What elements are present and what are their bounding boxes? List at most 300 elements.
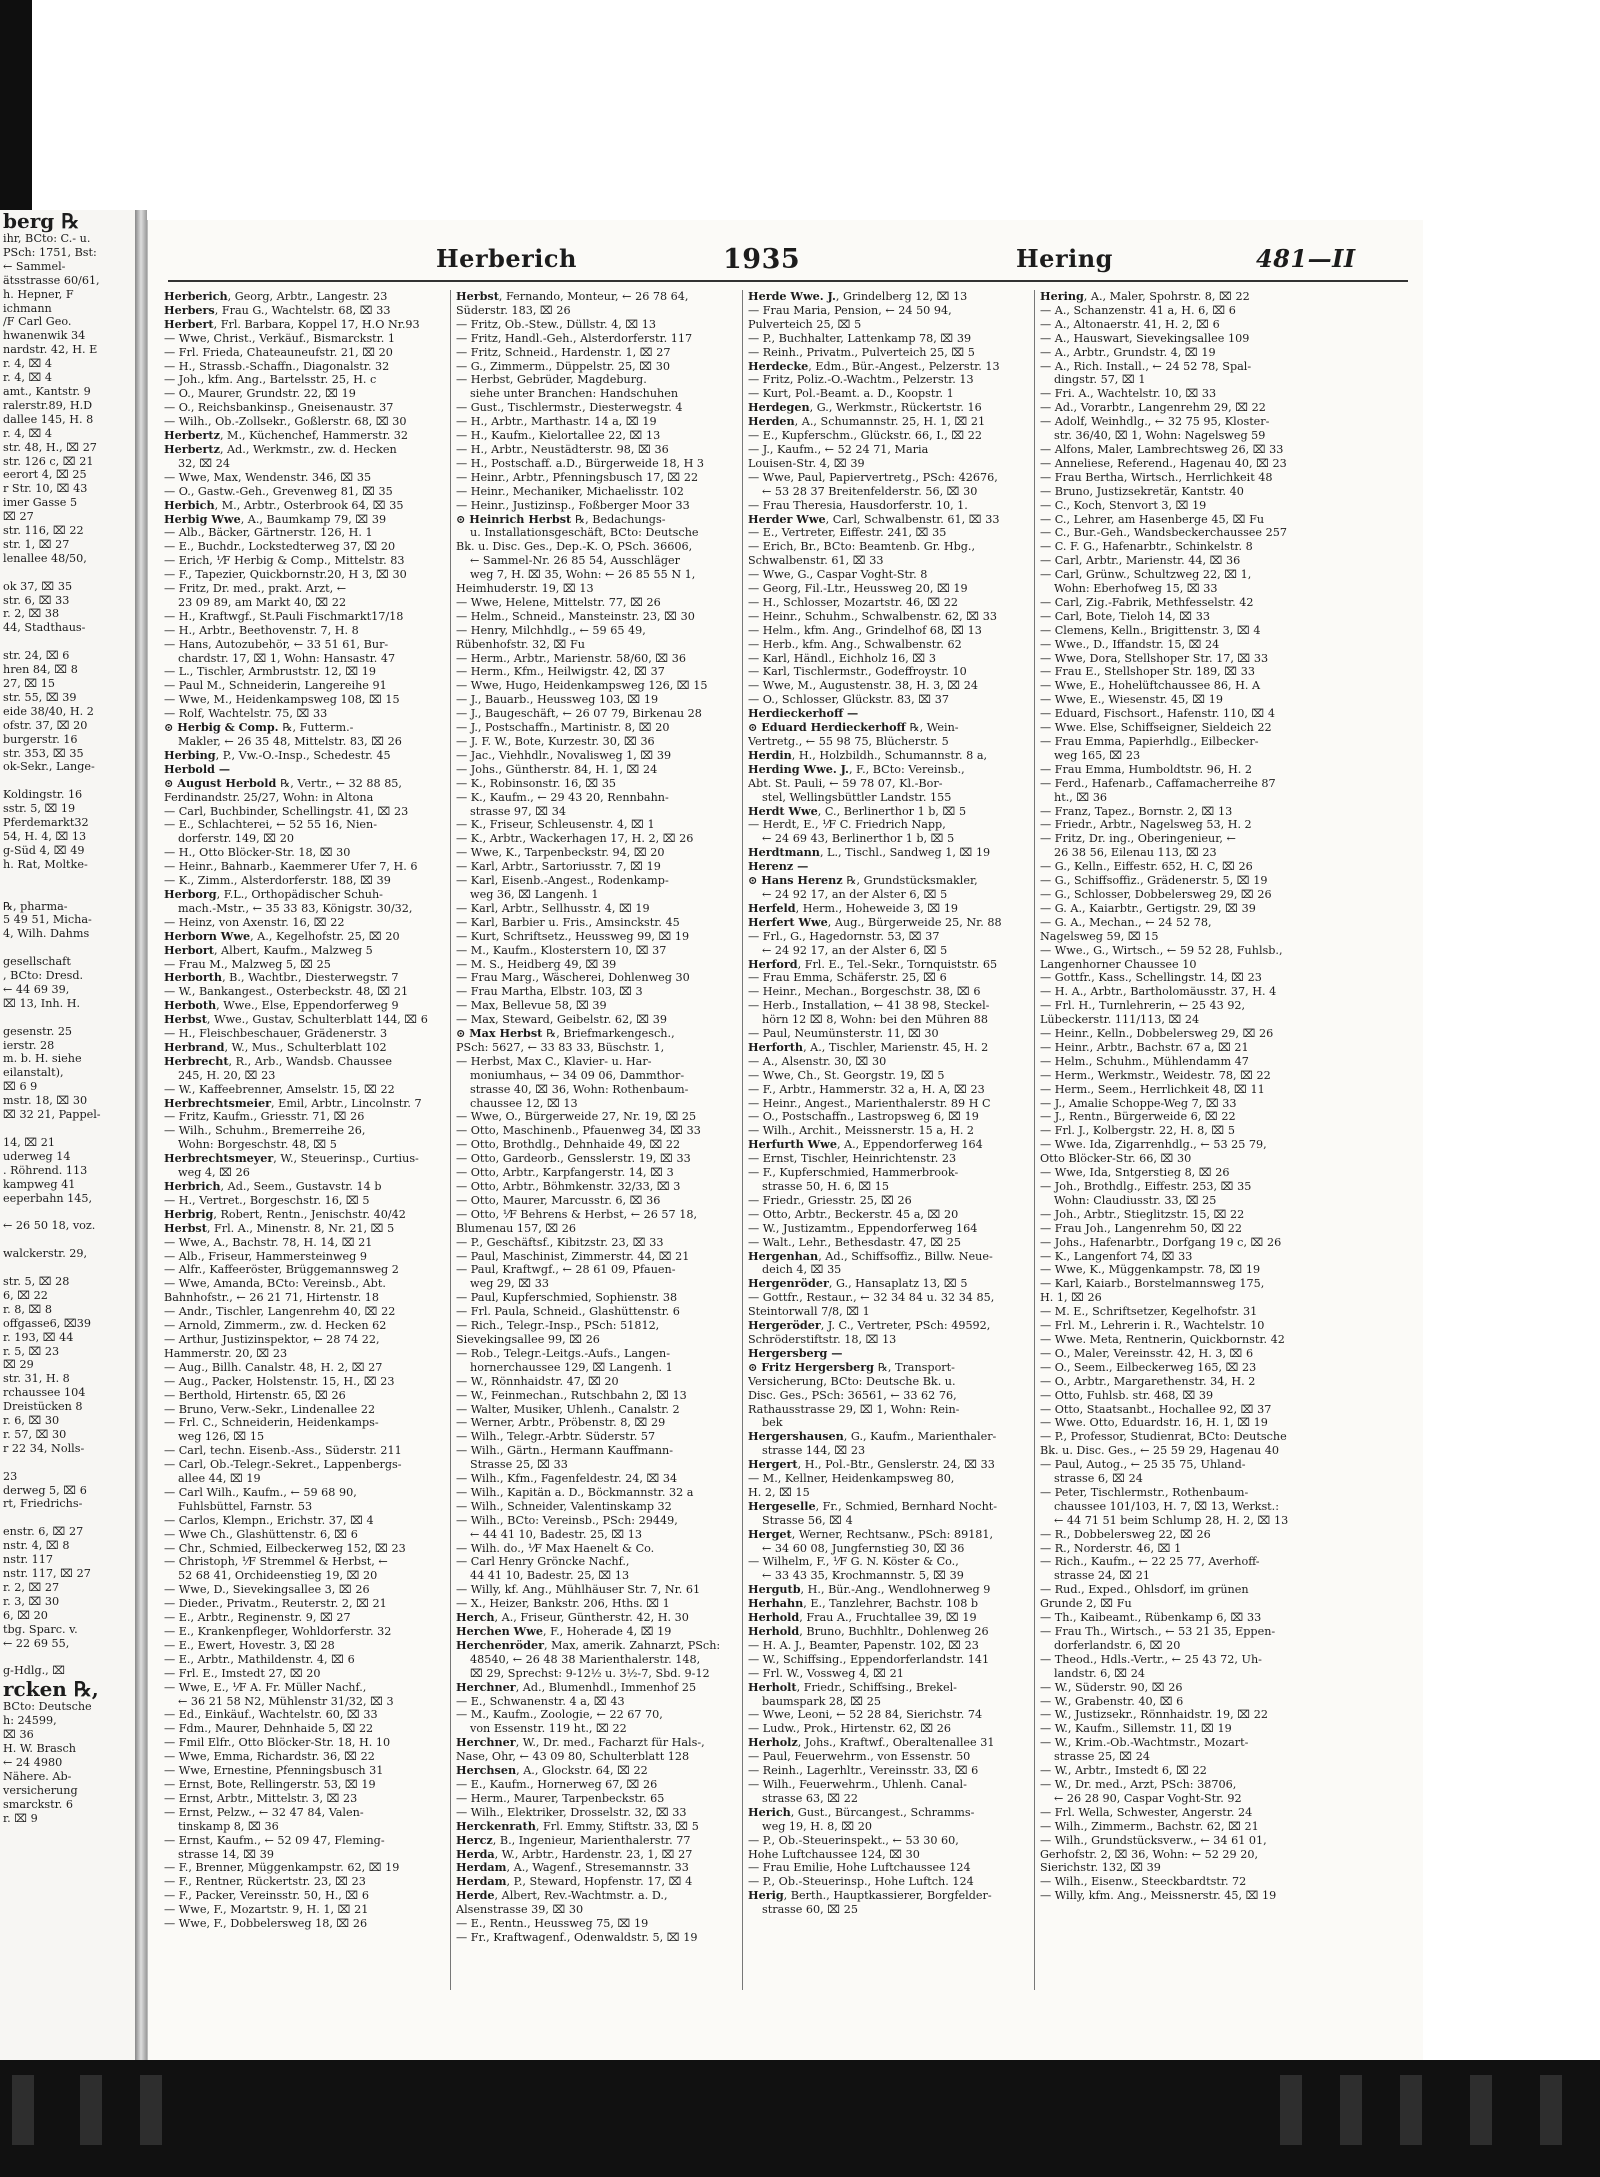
directory-entry-line: Hergeselle, Fr., Schmied, Bernhard Nocht-	[748, 1499, 998, 1513]
left-page-line-fragment: r Str. 10, ⌧ 43	[3, 482, 88, 496]
directory-entry-line: — Paul, Kupferschmied, Sophienstr. 38	[456, 1291, 678, 1305]
directory-entry-line: — W., Grabenstr. 40, ⌧ 6	[1040, 1694, 1184, 1708]
directory-entry-line: — K., Langenfort 74, ⌧ 33	[1040, 1249, 1193, 1263]
directory-entry-line: Otto Blöcker-Str. 66, ⌧ 30	[1040, 1152, 1192, 1166]
directory-entry-line: — E., Schlachterei, ← 52 55 16, Nien-	[164, 818, 378, 832]
directory-entry-line: — Wwe, O., Bürgerweide 27, Nr. 19, ⌧ 25	[456, 1110, 697, 1124]
directory-entry-line: — W., Bankangest., Osterbeckstr. 48, ⌧ 21	[164, 985, 409, 999]
directory-entry-line: Herich, Gust., Bürcangest., Schramms-	[748, 1805, 975, 1819]
directory-entry-line: — F., Kupferschmied, Hammerbrook-	[748, 1166, 959, 1180]
directory-entry-line: — Wilh. do., ⅟F Max Haenelt & Co.	[456, 1541, 655, 1555]
directory-entry-line: Herbst, Wwe., Gustav, Schulterblatt 144, ⌧ 6	[164, 1013, 428, 1027]
directory-entry-line: — J., Bauarb., Heussweg 103, ⌧ 19	[456, 693, 659, 707]
directory-entry-line: Herholt, Friedr., Schiffsing., Brekel-	[748, 1680, 957, 1694]
directory-entry-line: — H., Vertret., Borgeschstr. 16, ⌧ 5	[164, 1193, 370, 1207]
directory-entry-line: — O., Arbtr., Margarethenstr. 34, H. 2	[1040, 1374, 1256, 1388]
directory-entry-line: strasse 40, ⌧ 36, Wohn: Rothenbaum-	[470, 1082, 689, 1096]
directory-entry-line: — Heinz, von Axenstr. 16, ⌧ 22	[164, 915, 345, 929]
directory-entry-line: strasse 25, ⌧ 24	[1054, 1750, 1150, 1764]
directory-entry-line: dingstr. 57, ⌧ 1	[1054, 373, 1146, 387]
directory-entry-line: Abt. St. Pauli, ← 59 78 07, Kl.-Bor-	[748, 776, 943, 790]
directory-entry-line: — Fritz, Poliz.-O.-Wachtm., Pelzerstr. 13	[748, 373, 974, 387]
directory-entry-line: — Wilh., Kfm., Fagenfeldestr. 24, ⌧ 34	[456, 1472, 678, 1486]
directory-entry-line: siehe unter Branchen: Handschuhen	[470, 387, 679, 401]
directory-entry-line: ← 44 41 10, Badestr. 25, ⌧ 13	[470, 1527, 643, 1541]
directory-entry-line: — Carl, Ob.-Telegr.-Sekret., Lappenbergs-	[164, 1458, 402, 1472]
left-page-line-fragment: 14, ⌧ 21	[3, 1135, 56, 1149]
directory-entry-line: Herborn Wwe, A., Kegelhofstr. 25, ⌧ 20	[164, 929, 400, 943]
directory-entry-line: Herda, W., Arbtr., Hardenstr. 23, 1, ⌧ 27	[456, 1847, 693, 1861]
directory-entry-line: Herbrich, Ad., Seem., Gustavstr. 14 b	[164, 1180, 382, 1193]
directory-entry-line: — Frl. J., Kolbergstr. 22, H. 8, ⌧ 5	[1040, 1124, 1235, 1138]
directory-entry-line: — Wilh., Elektriker, Drosselstr. 32, ⌧ 33	[456, 1805, 687, 1819]
directory-entry-line: — Herm., Kfm., Heilwigstr. 42, ⌧ 37	[456, 665, 665, 679]
directory-entry-line: — Ludw., Prok., Hirtenstr. 62, ⌧ 26	[748, 1722, 952, 1736]
directory-entry-line: Herbrechtsmeier, Emil, Arbtr., Lincolnstr. 7	[164, 1096, 422, 1110]
left-page-line-fragment: r. 2, ⌧ 38	[3, 607, 60, 621]
directory-entry-line: — G., Kelln., Eiffestr. 652, H. C, ⌧ 26	[1040, 860, 1253, 874]
directory-entry-line: Wohn: Borgeschstr. 48, ⌧ 5	[178, 1138, 337, 1152]
left-page-line-fragment: h. Hepner, F	[3, 287, 74, 301]
directory-entry-line: — Frau Th., Wirtsch., ← 53 21 35, Eppen-	[1040, 1625, 1276, 1638]
directory-entry-line: Herenz —	[748, 860, 809, 874]
left-page-line-fragment: lenallee 48/50,	[3, 551, 87, 565]
directory-entry-line: — W., Krim.-Ob.-Wachtmstr., Mozart-	[1040, 1736, 1249, 1750]
directory-entry-line: 245, H. 20, ⌧ 23	[178, 1068, 276, 1082]
left-page-line-fragment: kampweg 41	[3, 1177, 76, 1191]
directory-entry-line: Herbrecht, R., Arb., Wandsb. Chaussee	[164, 1054, 392, 1068]
directory-entry-line: ⊙ Heinrich Herbst ℞, Bedachungs-	[456, 512, 666, 526]
directory-entry-line: Herding Wwe. J., F., BCto: Vereinsb.,	[748, 762, 965, 776]
directory-entry-line: — A., Altonaerstr. 41, H. 2, ⌧ 6	[1040, 317, 1220, 331]
directory-entry-line: — W., Kaffeebrenner, Amselstr. 15, ⌧ 22	[164, 1082, 395, 1096]
directory-entry-line: — Frl. M., Lehrerin i. R., Wachtelstr. 10	[1040, 1319, 1265, 1333]
directory-entry-line: — Bruno, Justizsekretär, Kantstr. 40	[1040, 484, 1244, 498]
left-page-line-fragment: ok 37, ⌧ 35	[3, 579, 73, 593]
directory-entry-line: — Fritz, Dr. med., prakt. Arzt, ←	[164, 582, 347, 596]
left-page-line-fragment: r. 8, ⌧ 8	[3, 1302, 53, 1316]
left-page-line-fragment: nstr. 4, ⌧ 8	[3, 1539, 70, 1553]
directory-entry-line: Herbig Wwe, A., Baumkamp 79, ⌧ 39	[164, 512, 387, 526]
left-page-line-fragment: ← 22 69 55,	[3, 1636, 70, 1650]
directory-entry-line: — Friedr., Arbtr., Nagelsweg 53, H. 2	[1040, 818, 1252, 832]
left-page-line-fragment: r. 57, ⌧ 30	[3, 1427, 67, 1441]
directory-entry-line: — Otto, Arbtr., Beckerstr. 45 a, ⌧ 20	[748, 1207, 959, 1221]
directory-entry-line: — W., Justizamtm., Eppendorferweg 164	[748, 1221, 978, 1235]
left-page-line-fragment	[0, 1122, 135, 1136]
left-page-line-fragment: 23	[3, 1469, 18, 1483]
directory-entry-line: — Paul, Maschinist, Zimmerstr. 44, ⌧ 21	[456, 1249, 690, 1263]
directory-entry-line: — G. A., Mechan., ← 24 52 78,	[1040, 915, 1212, 929]
directory-entry-line: — Herb., Installation, ← 41 38 98, Steckel-	[748, 999, 990, 1013]
directory-entry-line: — Heinr., Angest., Marienthalerstr. 89 H C	[748, 1096, 991, 1110]
directory-entry-line: — G., Schlosser, Dobbelersweg 29, ⌧ 26	[1040, 887, 1272, 901]
header-first-entry: Herberich	[436, 244, 577, 273]
directory-entry-line: — Paul, Feuerwehrm., von Essenstr. 50	[748, 1750, 971, 1764]
left-page-line-fragment: eeperbahn 145,	[3, 1191, 93, 1205]
directory-entry-line: chaussee 12, ⌧ 13	[470, 1096, 578, 1110]
directory-entry-line: Herbertz, Ad., Werkmstr., zw. d. Hecken	[164, 442, 397, 456]
directory-entry-line: — Kurt, Schriftsetz., Heussweg 99, ⌧ 19	[456, 929, 690, 943]
directory-entry-line: — Chr., Schmied, Eilbeckerweg 152, ⌧ 23	[164, 1541, 406, 1555]
directory-entry-line: — Wilh., Kapitän a. D., Böckmannstr. 32 a	[456, 1485, 694, 1499]
left-page-line-fragment: 4, Wilh. Dahms	[3, 927, 90, 941]
directory-entry-line: Herch, A., Friseur, Güntherstr. 42, H. 30	[456, 1611, 689, 1625]
directory-entry-line: — Wwe, Ch., St. Georgstr. 19, ⌧ 5	[748, 1068, 945, 1082]
directory-entry-line: — Ernst, Bote, Rellingerstr. 53, ⌧ 19	[164, 1777, 376, 1791]
left-page-line-fragment	[0, 1456, 135, 1470]
directory-entry-line: — Ad., Vorarbtr., Langenrehm 29, ⌧ 22	[1040, 401, 1266, 415]
left-page-line-fragment: uderweg 14	[3, 1149, 71, 1163]
directory-entry-line: — Willy, kf. Ang., Mühlhäuser Str. 7, Nr. 61	[456, 1583, 701, 1597]
left-page-line-fragment: r. 6, ⌧ 30	[3, 1414, 60, 1428]
directory-entry-line: von Essenstr. 119 ht., ⌧ 22	[470, 1722, 627, 1736]
directory-entry-line: — Jac., Viehhdlr., Novalisweg 1, ⌧ 39	[456, 748, 672, 762]
left-page-line-fragment: . Röhrend. 113	[3, 1163, 88, 1177]
left-page-line-fragment: , BCto: Dresd.	[3, 969, 84, 983]
directory-entry-line: — Otto, Gardeorb., Gensslerstr. 19, ⌧ 33	[456, 1152, 691, 1166]
directory-entry-line: — Erich, Br., BCto: Beamtenb. Gr. Hbg.,	[748, 540, 976, 554]
left-page-line-fragment: mstr. 18, ⌧ 30	[3, 1094, 88, 1108]
directory-entry-line: Herchen Wwe, F., Hoherade 4, ⌧ 19	[456, 1625, 672, 1638]
directory-entry-line: Vertretg., ← 55 98 75, Blücherstr. 5	[748, 735, 949, 748]
directory-entry-line: Herdecke, Edm., Bür.-Angest., Pelzerstr. 13	[748, 359, 1000, 373]
directory-entry-line: Herbst, Frl. A., Minenstr. 8, Nr. 21, ⌧ 5	[164, 1221, 395, 1235]
directory-entry-line: — C., Bur.-Geh., Wandsbeckerchaussee 257	[1040, 526, 1287, 540]
directory-entry-line: — H. A. J., Beamter, Papenstr. 102, ⌧ 23	[748, 1638, 979, 1652]
directory-entry-line: — Frl. C., Schneiderin, Heidenkamps-	[164, 1416, 379, 1430]
directory-entry-line: — Carlos, Klempn., Erichstr. 37, ⌧ 4	[164, 1513, 374, 1527]
directory-entry-line: — Karl, Barbier u. Fris., Amsinckstr. 45	[456, 915, 680, 929]
directory-entry-line: — Wilh., Schuhm., Bremerreihe 26,	[164, 1124, 366, 1138]
left-page-line-fragment: Koldingstr. 16	[3, 788, 83, 802]
directory-entry-line: Herfurth Wwe, A., Eppendorferweg 164	[748, 1138, 983, 1152]
directory-entry-line: — A., Hauswart, Sievekingsallee 109	[1040, 331, 1250, 345]
directory-entry-line: Pulverteich 25, ⌧ 5	[748, 317, 862, 331]
directory-entry-line: — Max, Steward, Geibelstr. 62, ⌧ 39	[456, 1013, 667, 1027]
film-sprocket	[1470, 2075, 1492, 2145]
directory-entry-line: — Frl., G., Hagedornstr. 53, ⌧ 37	[748, 929, 940, 943]
directory-entry-line: Herdam, P., Steward, Hopfenstr. 17, ⌧ 4	[456, 1875, 693, 1889]
directory-entry-line: Herbort, Albert, Kaufm., Malzweg 5	[164, 943, 373, 957]
directory-entry-line: — E., Ewert, Hovestr. 3, ⌧ 28	[164, 1638, 335, 1652]
directory-entry-line: — E., Arbtr., Mathildenstr. 4, ⌧ 6	[164, 1652, 355, 1666]
directory-entry-line: Blumenau 157, ⌧ 26	[456, 1221, 577, 1235]
directory-entry-line: — Wwe, A., Bachstr. 78, H. 14, ⌧ 21	[164, 1235, 373, 1249]
directory-entry-line: Bk. u. Disc. Ges., Dep.-K. O, PSch. 36606,	[456, 540, 693, 554]
directory-entry-line: Herdieckerhoff —	[748, 707, 859, 721]
directory-entry-line: — G. A., Kaiarbtr., Gertigstr. 29, ⌧ 39	[1040, 901, 1256, 915]
directory-entry-line: — Wwe, D., Sievekingsallee 3, ⌧ 26	[164, 1583, 370, 1597]
directory-entry-line: Herchsen, A., Glockstr. 64, ⌧ 22	[456, 1764, 648, 1778]
directory-entry-line: tinskamp 8, ⌧ 36	[178, 1819, 279, 1833]
directory-entry-line: Herbst, Fernando, Monteur, ← 26 78 64,	[456, 290, 689, 303]
directory-entry-line: Herchner, Ad., Blumenhdl., Immenhof 25	[456, 1680, 697, 1694]
directory-entry-line: — G., Zimmerm., Düppelstr. 25, ⌧ 30	[456, 359, 670, 373]
directory-entry-line: — Frl. Paula, Schneid., Glashüttenstr. 6	[456, 1305, 680, 1319]
directory-column-4	[1040, 290, 1322, 2010]
left-page-line-fragment: h. Rat, Moltke-	[3, 857, 88, 871]
left-page-line-fragment	[0, 635, 135, 649]
directory-entry-line: — R., Dobbelersweg 22, ⌧ 26	[1040, 1527, 1211, 1541]
directory-entry-line: — Carl Henry Gröncke Nachf.,	[456, 1555, 630, 1569]
directory-entry-line: — Hans, Autozubehör, ← 33 51 61, Bur-	[164, 637, 389, 651]
left-page-line-fragment: str. 24, ⌧ 6	[3, 649, 70, 663]
directory-entry-line: — Herdt, E., ⅟F C. Friedrich Napp,	[748, 818, 946, 832]
directory-entry-line: — Fdm., Maurer, Dehnhaide 5, ⌧ 22	[164, 1722, 374, 1736]
directory-entry-line: H. 1, ⌧ 26	[1040, 1291, 1102, 1305]
directory-column-2	[456, 290, 738, 2010]
directory-entry-line: — P., Ob.-Steuerinspekt., ← 53 30 60,	[748, 1833, 959, 1847]
directory-entry-line: — Werner, Arbtr., Pröbenstr. 8, ⌧ 29	[456, 1416, 666, 1430]
directory-entry-line: Schröderstiftstr. 18, ⌧ 13	[748, 1332, 897, 1346]
left-page-line-fragment: 44, Stadthaus-	[3, 621, 86, 635]
directory-entry-line: Hammerstr. 20, ⌧ 23	[164, 1346, 288, 1360]
directory-entry-line: — Herb., kfm. Ang., Schwalbenstr. 62	[748, 637, 962, 651]
directory-entry-line: — W., Kaufm., Sillemstr. 11, ⌧ 19	[1040, 1722, 1232, 1736]
directory-entry-line: Herget, Werner, Rechtsanw., PSch: 89181,	[748, 1527, 994, 1541]
directory-entry-line: — Frau Emilie, Hohe Luftchaussee 124	[748, 1861, 971, 1875]
directory-entry-line: — Rob., Telegr.-Leitgs.-Aufs., Langen-	[456, 1346, 671, 1360]
directory-entry-line: — Carl Wilh., Kaufm., ← 59 68 90,	[164, 1485, 357, 1499]
directory-entry-line: — Alb., Bäcker, Gärtnerstr. 126, H. 1	[164, 526, 373, 540]
directory-entry-line: — K., Robinsonstr. 16, ⌧ 35	[456, 776, 617, 790]
film-border-bottom	[0, 2060, 1600, 2177]
left-page-line-fragment: str. 1, ⌧ 27	[3, 537, 70, 551]
directory-entry-line: — M. E., Schriftsetzer, Kegelhofstr. 31	[1040, 1305, 1258, 1319]
left-page-line-fragment: str. 31, H. 8	[3, 1372, 70, 1386]
directory-entry-line: ⊙ Hans Herenz ℞, Grundstücksmakler,	[748, 874, 978, 888]
left-page-line-fragment: 54, H. 4, ⌧ 13	[3, 829, 87, 843]
left-page-line-fragment	[0, 886, 135, 900]
left-page-line-fragment	[0, 1261, 135, 1275]
directory-entry-line: — Heinr., Mechaniker, Michaelisstr. 102	[456, 484, 684, 498]
directory-entry-line: ← 24 69 43, Berlinerthor 1 b, ⌧ 5	[762, 832, 955, 846]
left-page-line-fragment: r. 4, ⌧ 4	[3, 371, 53, 385]
left-page-line-fragment	[0, 1650, 135, 1664]
directory-entry-line: ⊙ Fritz Hergersberg ℞, Transport-	[748, 1360, 955, 1374]
directory-entry-line: ⊙ Max Herbst ℞, Briefmarkengesch.,	[456, 1027, 675, 1041]
directory-entry-line: Hergershausen, G., Kaufm., Marienthaler-	[748, 1430, 997, 1444]
directory-entry-line: Herholz, Johs., Kraftwf., Oberaltenallee 31	[748, 1736, 995, 1750]
directory-entry-line: ← 26 28 90, Caspar Voght-Str. 92	[1054, 1791, 1242, 1805]
directory-entry-line: — O., Maler, Vereinsstr. 42, H. 3, ⌧ 6	[1040, 1346, 1254, 1360]
left-page-line-fragment	[0, 1233, 135, 1247]
left-page-line-fragment	[0, 941, 135, 955]
directory-entry-line: Herckenrath, Frl. Emmy, Stiftstr. 33, ⌧ 5	[456, 1819, 699, 1833]
directory-entry-line: — Henry, Milchhdlg., ← 59 65 49,	[456, 623, 646, 637]
directory-entry-line: — Otto, Arbtr., Böhmkenstr. 32/33, ⌧ 3	[456, 1180, 681, 1193]
directory-entry-line: — Frau Emma, Papierhdlg., Eilbecker-	[1040, 735, 1259, 748]
directory-entry-line: — Karl, Arbtr., Sartoriusstr. 7, ⌧ 19	[456, 860, 661, 874]
left-page-line-fragment: g-Hdlg., ⌧	[3, 1664, 66, 1678]
left-page-line-fragment: nstr. 117	[3, 1553, 54, 1567]
directory-entry-line: Grunde 2, ⌧ Fu	[1040, 1597, 1132, 1611]
directory-entry-line: — W., Feinmechan., Rutschbahn 2, ⌧ 13	[456, 1388, 687, 1402]
directory-entry-line: Wohn: Claudiusstr. 33, ⌧ 25	[1054, 1193, 1217, 1207]
directory-entry-line: 48540, ← 26 48 38 Marienthalerstr. 148,	[470, 1652, 701, 1666]
left-page-line-fragment: tbg. Sparc. v.	[3, 1622, 78, 1636]
left-page-line-fragment: ← 26 50 18, voz.	[3, 1219, 96, 1233]
directory-entry-line: 26 38 56, Eilenau 113, ⌧ 23	[1054, 846, 1217, 860]
directory-entry-line: — E., Kaufm., Hornerweg 67, ⌧ 26	[456, 1777, 658, 1791]
film-sprocket	[1340, 2075, 1362, 2145]
directory-entry-line: ← 36 21 58 N2, Mühlenstr 31/32, ⌧ 3	[178, 1694, 394, 1708]
directory-entry-line: Herbrechtsmeyer, W., Steuerinsp., Curtius-	[164, 1152, 419, 1166]
directory-entry-line: — Fritz, Ob.-Stew., Düllstr. 4, ⌧ 13	[456, 317, 657, 331]
directory-entry-line: — Fritz, Kaufm., Griesstr. 71, ⌧ 26	[164, 1110, 365, 1124]
left-page-line-fragment: ichmann	[3, 301, 52, 315]
directory-entry-line: — Frau Marg., Wäscherei, Dohlenweg 30	[456, 971, 690, 985]
directory-entry-line: — Erich, ⅟F Herbig & Comp., Mittelstr. 83	[164, 554, 405, 568]
directory-entry-line: — E., Vertreter, Eiffestr. 241, ⌧ 35	[748, 526, 947, 540]
directory-entry-line: — Wwe, G., Caspar Voght-Str. 8	[748, 568, 928, 582]
directory-entry-line: Lübeckerstr. 111/113, ⌧ 24	[1040, 1013, 1200, 1027]
directory-entry-line: Hergenhan, Ad., Schiffsoffiz., Billw. Neue-	[748, 1249, 993, 1263]
directory-entry-line: — Arthur, Justizinspektor, ← 28 74 22,	[164, 1332, 380, 1346]
directory-entry-line: — Walt., Lehr., Bethesdastr. 47, ⌧ 25	[748, 1235, 961, 1249]
directory-entry-line: — F., Rentner, Rückertstr. 23, ⌧ 23	[164, 1875, 366, 1889]
directory-entry-line: strasse 144, ⌧ 23	[762, 1444, 866, 1458]
directory-entry-line: — Frau M., Malzweg 5, ⌧ 25	[164, 957, 331, 971]
directory-entry-line: weg 126, ⌧ 15	[178, 1430, 265, 1444]
film-sprocket	[140, 2075, 162, 2145]
left-page-line-fragment	[0, 1511, 135, 1525]
directory-page	[147, 220, 1423, 2060]
directory-entry-line: hörn 12 ⌧ 8, Wohn: bei den Mühren 88	[762, 1013, 989, 1027]
directory-entry-line: — Ernst, Tischler, Heinrichtenstr. 23	[748, 1152, 957, 1166]
directory-entry-line: strasse 60, ⌧ 25	[762, 1903, 858, 1917]
directory-entry-line: — Otto, Arbtr., Karpfangerstr. 14, ⌧ 3	[456, 1166, 674, 1180]
directory-entry-line: — Christoph, ⅟F Stremmel & Herbst, ←	[164, 1555, 388, 1569]
left-page-line-fragment: H. W. Brasch	[3, 1741, 76, 1755]
directory-entry-line: — Reinh., Privatm., Pulverteich 25, ⌧ 5	[748, 345, 975, 359]
directory-entry-line: str. 36/40, ⌧ 1, Wohn: Nagelsweg 59	[1054, 429, 1266, 443]
directory-entry-line: — Peter, Tischlermstr., Rothenbaum-	[1040, 1485, 1249, 1499]
directory-entry-line: — Wwe. Otto, Eduardstr. 16, H. 1, ⌧ 19	[1040, 1416, 1268, 1430]
left-page-line-fragment: amt., Kantstr. 9	[3, 384, 91, 398]
directory-entry-line: — Berthold, Hirtenstr. 65, ⌧ 26	[164, 1388, 346, 1402]
directory-entry-line: — Gottfr., Restaur., ← 32 34 84 u. 32 34 85,	[748, 1291, 995, 1305]
column-divider	[1034, 290, 1035, 1990]
directory-entry-line: — Frau Maria, Pension, ← 24 50 94,	[748, 303, 952, 317]
left-page-line-fragment: ofstr. 37, ⌧ 20	[3, 718, 88, 732]
left-page-line-fragment: enstr. 6, ⌧ 27	[3, 1525, 84, 1539]
directory-entry-line: — M., Kellner, Heidenkampsweg 80,	[748, 1472, 955, 1486]
directory-entry-line: ← 24 92 17, an der Alster 6, ⌧ 5	[762, 943, 948, 957]
directory-entry-line: ht., ⌧ 36	[1054, 790, 1108, 804]
directory-entry-line: u. Installationsgeschäft, BCto: Deutsche	[470, 526, 699, 540]
directory-entry-line: Herbold —	[164, 762, 231, 776]
directory-entry-line: — J., Postschaffn., Martinistr. 8, ⌧ 20	[456, 721, 670, 735]
directory-entry-line: — Fritz, Dr. ing., Oberingenieur, ←	[1040, 832, 1236, 846]
film-sprocket	[1280, 2075, 1302, 2145]
directory-entry-line: Herbert, Frl. Barbara, Koppel 17, H.O Nr.93	[164, 317, 420, 331]
directory-entry-line: — Wilh., Zimmerm., Bachstr. 62, ⌧ 21	[1040, 1819, 1259, 1833]
directory-entry-line: Herdin, H., Holzbildh., Schumannstr. 8 a,	[748, 748, 988, 762]
directory-entry-line: — Frau Martha, Elbstr. 103, ⌧ 3	[456, 985, 643, 999]
directory-entry-line: — Max, Bellevue 58, ⌧ 39	[456, 999, 607, 1013]
directory-entry-line: — H., Fleischbeschauer, Grädenerstr. 3	[164, 1027, 388, 1041]
directory-entry-line: — J. F. W., Bote, Kurzestr. 30, ⌧ 36	[456, 735, 655, 748]
directory-entry-line: — Wwe, Leoni, ← 52 28 84, Sierichstr. 74	[748, 1708, 983, 1722]
directory-entry-line: — F., Arbtr., Hammerstr. 32 a, H. A, ⌧ 23	[748, 1082, 985, 1096]
directory-entry-line: ⌧ 29, Sprechst: 9-12½ u. 3½-7, Sbd. 9-12	[470, 1666, 710, 1680]
left-page-line-fragment: sstr. 5, ⌧ 19	[3, 802, 76, 816]
directory-entry-line: — Alfr., Kaffeeröster, Brüggemannsweg 2	[164, 1263, 399, 1277]
directory-entry-line: — Karl, Tischlermstr., Godeffroystr. 10	[748, 665, 967, 679]
directory-entry-line: — M., Kaufm., Zoologie, ← 22 67 70,	[456, 1708, 663, 1722]
directory-entry-line: Herbers, Frau G., Wachtelstr. 68, ⌧ 33	[164, 303, 391, 317]
left-page-line-fragment: derweg 5, ⌧ 6	[3, 1483, 87, 1497]
left-page-line-fragment: smarckstr. 6	[3, 1797, 73, 1811]
directory-entry-line: — P., Geschäftsf., Kibitzstr. 23, ⌧ 33	[456, 1235, 664, 1249]
left-page-line-fragment: hren 84, ⌧ 8	[3, 663, 78, 677]
left-page-line-fragment: ⌧ 32 21, Pappel-	[3, 1108, 101, 1122]
directory-entry-line: — A., Alsenstr. 30, ⌧ 30	[748, 1054, 887, 1068]
left-page-line-fragment: imer Gasse 5	[3, 496, 78, 510]
directory-entry-line: ⊙ Eduard Herdieckerhoff ℞, Wein-	[748, 721, 959, 735]
directory-entry-line: — Wilh., Telegr.-Arbtr. Süderstr. 57	[456, 1430, 656, 1444]
left-page-line-fragment: ierstr. 28	[3, 1038, 55, 1052]
directory-entry-line: — Frl. Frieda, Chateauneufstr. 21, ⌧ 20	[164, 345, 393, 359]
directory-entry-line: — E., Buchdr., Lockstedterweg 37, ⌧ 20	[164, 540, 396, 554]
directory-entry-line: Herford, Frl. E., Tel.-Sekr., Tornquiststr. 65	[748, 957, 998, 971]
left-page-line-fragment: walckerstr. 29,	[3, 1247, 88, 1261]
directory-entry-line: — Wwe, Amanda, BCto: Vereinsb., Abt.	[164, 1277, 386, 1291]
directory-entry-line: — O., Postschaffn., Lastropsweg 6, ⌧ 19	[748, 1110, 979, 1124]
directory-entry-line: ← 33 43 35, Krochmannstr. 5, ⌧ 39	[762, 1569, 964, 1583]
left-page-line-fragment: ← Sammel-	[3, 259, 66, 273]
left-page-line-fragment: hwanenwik 34	[3, 329, 86, 343]
directory-entry-line: Herdegen, G., Werkmstr., Rückertstr. 16	[748, 401, 982, 415]
directory-entry-line: — Helm., Schneid., Mansteinstr. 23, ⌧ 30	[456, 609, 695, 623]
directory-entry-line: Herbertz, M., Küchenchef, Hammerstr. 32	[164, 429, 409, 443]
directory-entry-line: strasse 50, H. 6, ⌧ 15	[762, 1180, 890, 1193]
directory-entry-line: — Wwe., G., Wirtsch., ← 59 52 28, Fuhlsb.,	[1040, 943, 1283, 957]
directory-entry-line: — H., Schlosser, Mozartstr. 46, ⌧ 22	[748, 595, 959, 609]
left-page-line-fragment: r. 3, ⌧ 30	[3, 1594, 60, 1608]
directory-entry-line: — Fritz, Handl.-Geh., Alsterdorferstr. 117	[456, 331, 693, 345]
directory-entry-line: — Herm., Werkmstr., Weidestr. 78, ⌧ 22	[1040, 1068, 1271, 1082]
directory-entry-line: — Heinr., Schuhm., Schwalbenstr. 62, ⌧ 33	[748, 609, 997, 623]
directory-entry-line: Hergersberg —	[748, 1346, 843, 1360]
directory-entry-line: — Herm., Seem., Herrlichkeit 48, ⌧ 11	[1040, 1082, 1265, 1096]
directory-entry-line: — Carl, Zig.-Fabrik, Methfesselstr. 42	[1040, 595, 1254, 609]
directory-entry-line: — J., Amalie Schoppe-Weg 7, ⌧ 33	[1040, 1096, 1237, 1110]
directory-entry-line: Nase, Ohr, ← 43 09 80, Schulterblatt 128	[456, 1750, 690, 1764]
directory-column-3	[748, 290, 1030, 2010]
directory-entry-line: — Wilhelm, F., ⅟F G. N. Köster & Co.,	[748, 1555, 959, 1569]
directory-entry-line: — Rud., Exped., Ohlsdorf, im grünen	[1040, 1583, 1249, 1597]
directory-entry-line: — P., Professor, Studienrat, BCto: Deutsche	[1040, 1430, 1287, 1444]
directory-entry-line: Herde, Albert, Rev.-Wachtmstr. a. D.,	[456, 1889, 668, 1903]
directory-entry-line: weg 7, H. ⌧ 35, Wohn: ← 26 85 55 N 1,	[470, 568, 696, 582]
directory-entry-line: — Wwe, F., Mozartstr. 9, H. 1, ⌧ 21	[164, 1903, 369, 1917]
directory-entry-line: — Helm., Schuhm., Mühlendamm 47	[1040, 1054, 1249, 1068]
left-page-line-fragment: r. 193, ⌧ 44	[3, 1330, 74, 1344]
film-sprocket	[1400, 2075, 1422, 2145]
directory-entry-line: — Heinr., Justizinsp., Foßberger Moor 33	[456, 498, 690, 512]
directory-entry-line: — A., Schanzenstr. 41 a, H. 6, ⌧ 6	[1040, 303, 1236, 317]
directory-entry-line: — W., Süderstr. 90, ⌧ 26	[1040, 1680, 1183, 1694]
directory-entry-line: — H., Arbtr., Marthastr. 14 a, ⌧ 19	[456, 415, 657, 429]
directory-entry-line: Wohn: Eberhofweg 15, ⌧ 33	[1054, 582, 1218, 596]
directory-entry-line: 44 41 10, Badestr. 25, ⌧ 13	[470, 1569, 630, 1583]
directory-entry-line: — O., Maurer, Grundstr. 22, ⌧ 19	[164, 387, 356, 401]
directory-entry-line: — M., Kaufm., Klosterstern 10, ⌧ 37	[456, 943, 667, 957]
directory-entry-line: — W., Schiffsing., Eppendorferlandstr. 141	[748, 1652, 990, 1666]
